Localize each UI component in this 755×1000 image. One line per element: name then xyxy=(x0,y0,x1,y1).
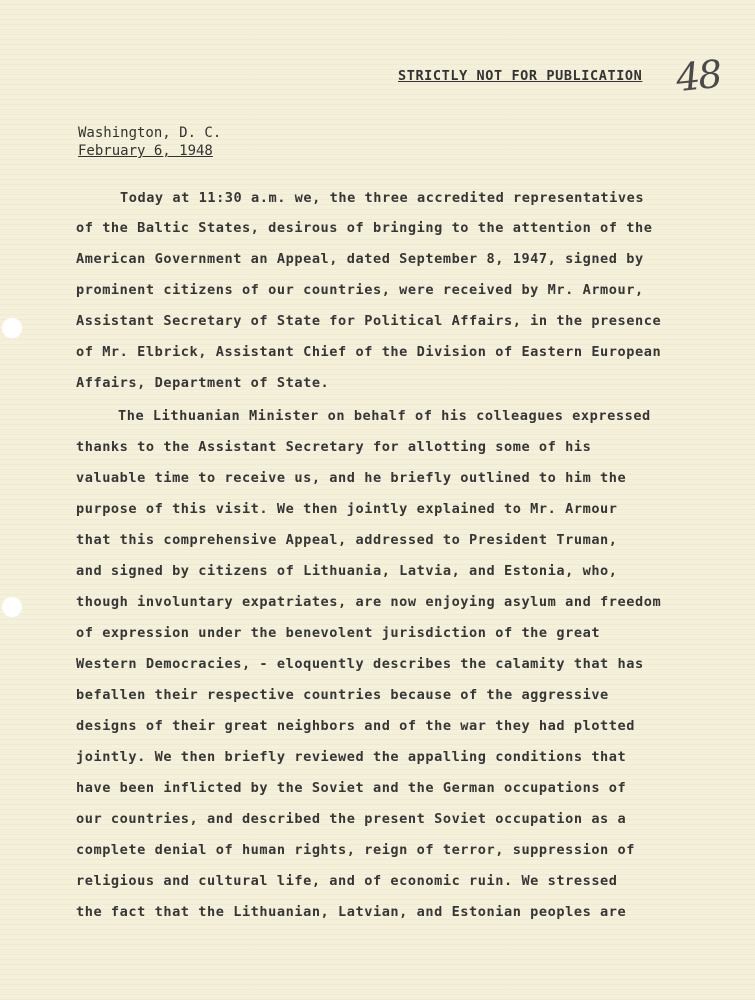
body-line: The Lithuanian Minister on behalf of his colleagues expressed xyxy=(118,408,651,424)
body-line: purpose of this visit. We then jointly explained to Mr. Armour xyxy=(76,501,618,517)
body-line: of Mr. Elbrick, Assistant Chief of the Division of Eastern European xyxy=(76,344,662,360)
body-line: prominent citizens of our countries, were received by Mr. Armour, xyxy=(76,282,644,298)
body-line: of the Baltic States, desirous of bringing to the attention of the xyxy=(76,220,653,236)
body-line: thanks to the Assistant Secretary for allotting some of his xyxy=(76,439,592,455)
publication-restriction-header: STRICTLY NOT FOR PUBLICATION xyxy=(398,68,643,84)
body-line: befallen their respective countries because of the aggressive xyxy=(76,687,609,703)
dateline-date: February 6, 1948 xyxy=(78,143,213,159)
body-line: though involuntary expatriates, are now enjoying asylum and freedom xyxy=(76,594,662,610)
body-line: jointly. We then briefly reviewed the appalling conditions that xyxy=(76,749,627,765)
punch-hole xyxy=(2,318,22,338)
body-line: that this comprehensive Appeal, addressed to President Truman, xyxy=(76,532,618,548)
punch-hole xyxy=(2,597,22,617)
body-line: Today at 11:30 a.m. we, the three accredited representatives xyxy=(120,190,645,206)
body-line: valuable time to receive us, and he briefly outlined to him the xyxy=(76,470,627,486)
body-line: Assistant Secretary of State for Political Affairs, in the presence xyxy=(76,313,662,329)
body-line: Western Democracies, - eloquently describes the calamity that has xyxy=(76,656,644,672)
body-line: Affairs, Department of State. xyxy=(76,375,330,391)
body-line: designs of their great neighbors and of the war they had plotted xyxy=(76,718,635,734)
body-line: and signed by citizens of Lithuania, Latvia, and Estonia, who, xyxy=(76,563,618,579)
body-line: of expression under the benevolent jurisdiction of the great xyxy=(76,625,601,641)
body-line: our countries, and described the present Soviet occupation as a xyxy=(76,811,627,827)
body-line: have been inflicted by the Soviet and the German occupations of xyxy=(76,780,627,796)
handwritten-page-number: 48 xyxy=(673,51,723,101)
body-line: the fact that the Lithuanian, Latvian, and Estonian peoples are xyxy=(76,904,627,920)
body-line: complete denial of human rights, reign of terror, suppression of xyxy=(76,842,635,858)
body-line: religious and cultural life, and of economic ruin. We stressed xyxy=(76,873,618,889)
dateline-place: Washington, D. C. xyxy=(78,125,222,141)
body-line: American Government an Appeal, dated September 8, 1947, signed by xyxy=(76,251,644,267)
